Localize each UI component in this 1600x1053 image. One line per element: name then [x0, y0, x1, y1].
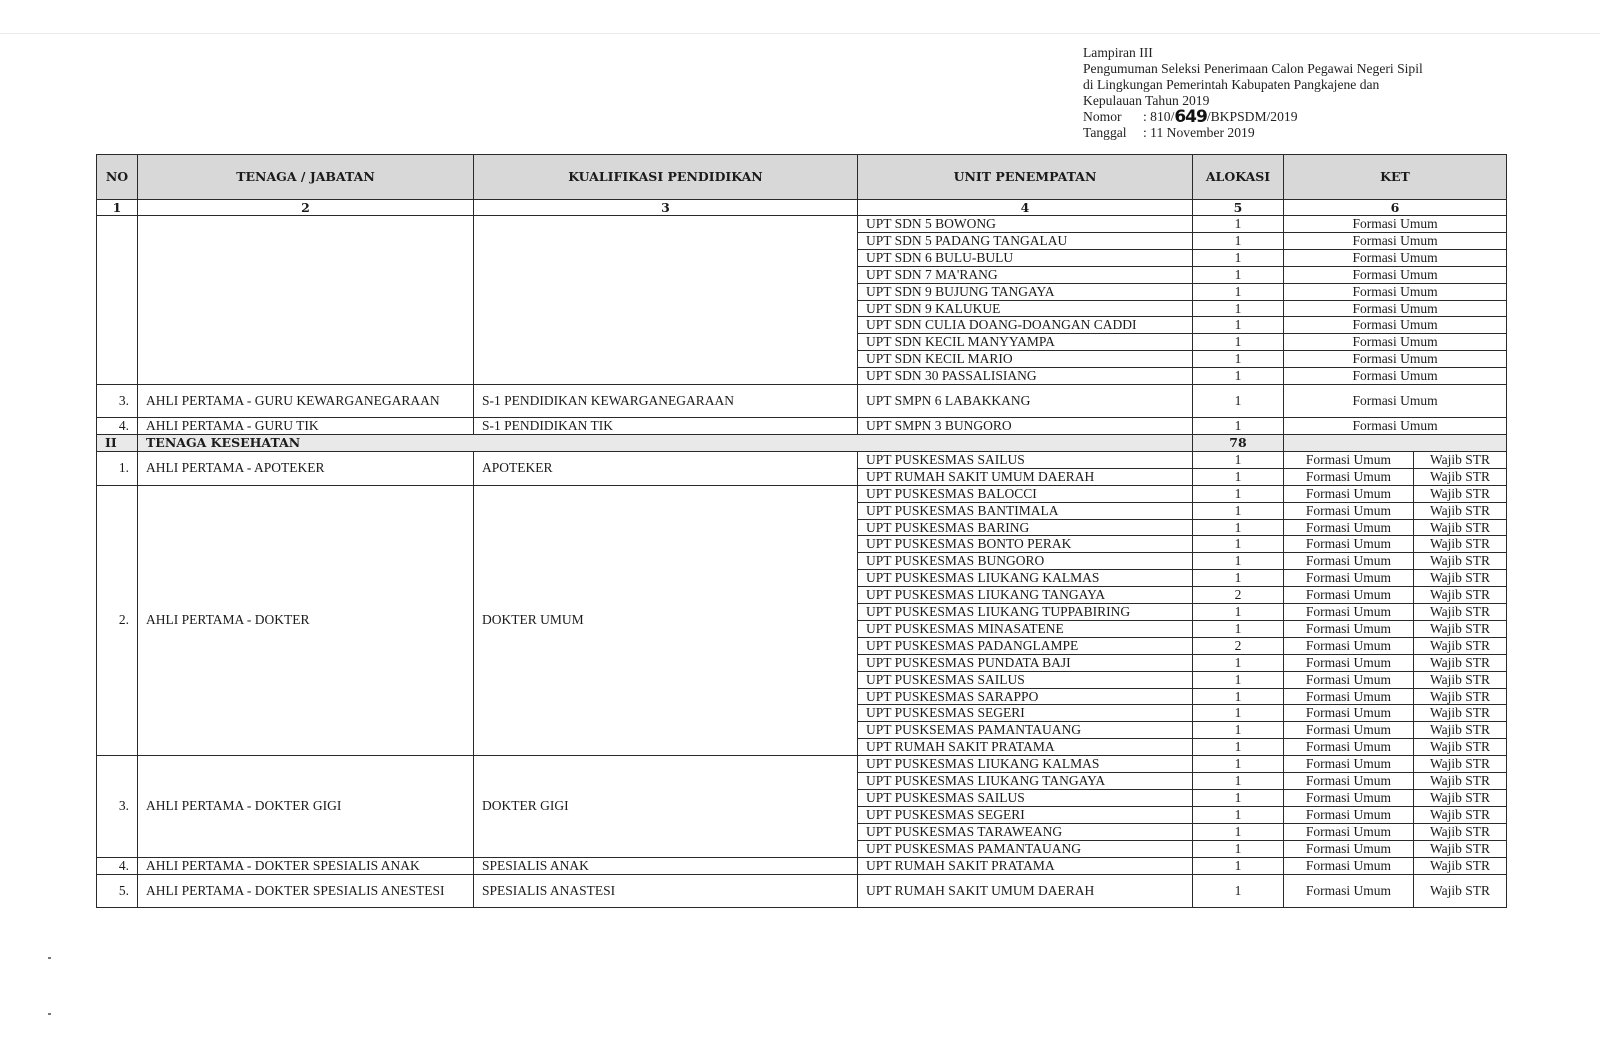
document-header	[1083, 45, 1523, 141]
alokasi-cell: 1	[1193, 756, 1284, 773]
unit-cell: UPT PUSKESMAS BONTO PERAK	[858, 536, 1193, 553]
unit-cell: UPT SDN 5 PADANG TANGALAU	[858, 232, 1193, 249]
unit-cell: UPT PUSKESMAS PADANGLAMPE	[858, 637, 1193, 654]
section-row	[97, 434, 1507, 451]
section-no: II	[97, 434, 138, 451]
unit-cell: UPT SDN 9 KALUKUE	[858, 300, 1193, 317]
note-cell: Wajib STR	[1414, 553, 1507, 570]
ket-cell: Formasi Umum	[1284, 637, 1414, 654]
unit-cell: UPT RUMAH SAKIT PRATAMA	[858, 739, 1193, 756]
alokasi-cell: 1	[1193, 249, 1284, 266]
jabatan-cell-empty	[138, 216, 474, 385]
nomor-label: Nomor	[1083, 109, 1122, 124]
unit-cell: UPT SDN KECIL MARIO	[858, 351, 1193, 368]
ket-cell: Formasi Umum	[1284, 671, 1414, 688]
ket-cell: Formasi Umum	[1284, 604, 1414, 621]
note-cell: Wajib STR	[1414, 637, 1507, 654]
alokasi-cell: 1	[1193, 502, 1284, 519]
unit-cell: UPT PUSKESMAS SAILUS	[858, 451, 1193, 468]
alokasi-cell: 1	[1193, 654, 1284, 671]
alokasi-cell: 2	[1193, 587, 1284, 604]
alokasi-cell: 1	[1193, 705, 1284, 722]
unit-cell: UPT PUSKESMAS PUNDATA BAJI	[858, 654, 1193, 671]
ket-cell: Formasi Umum	[1284, 519, 1414, 536]
alokasi-cell: 2	[1193, 637, 1284, 654]
ket-cell: Formasi Umum	[1284, 823, 1414, 840]
col-number: 4	[858, 200, 1193, 216]
no-cell-empty	[97, 216, 138, 385]
note-cell: Wajib STR	[1414, 874, 1507, 907]
col-header-kualifikasi: KUALIFIKASI PENDIDIKAN	[474, 155, 858, 200]
tanggal-value: : 11 November 2019	[1143, 125, 1255, 140]
ket-cell: Formasi Umum	[1284, 502, 1414, 519]
table-row	[97, 485, 1507, 502]
ket-cell: Formasi Umum	[1284, 773, 1414, 790]
note-cell: Wajib STR	[1414, 705, 1507, 722]
unit-cell: UPT PUSKESMAS BALOCCI	[858, 485, 1193, 502]
note-cell: Wajib STR	[1414, 536, 1507, 553]
unit-cell: UPT PUSKESMAS LIUKANG TANGAYA	[858, 773, 1193, 790]
ket-cell: Formasi Umum	[1284, 300, 1507, 317]
unit-cell: UPT PUSKESMAS SEGERI	[858, 705, 1193, 722]
unit-cell: UPT PUSKESMAS SARAPPO	[858, 688, 1193, 705]
unit-cell: UPT SDN 6 BULU-BULU	[858, 249, 1193, 266]
unit-cell: UPT RUMAH SAKIT UMUM DAERAH	[858, 468, 1193, 485]
alokasi-cell: 1	[1193, 232, 1284, 249]
unit-cell: UPT PUSKESMAS MINASATENE	[858, 620, 1193, 637]
note-cell: Wajib STR	[1414, 604, 1507, 621]
unit-cell: UPT PUSKESMAS TARAWEANG	[858, 823, 1193, 840]
unit-cell: UPT RUMAH SAKIT PRATAMA	[858, 857, 1193, 874]
col-number: 1	[97, 200, 138, 216]
alokasi-cell: 1	[1193, 266, 1284, 283]
header-title-line2: di Lingkungan Pemerintah Kabupaten Pangkajene dan	[1083, 77, 1380, 92]
alokasi-cell: 1	[1193, 300, 1284, 317]
ket-cell: Formasi Umum	[1284, 840, 1414, 857]
alokasi-cell: 1	[1193, 688, 1284, 705]
ket-cell: Formasi Umum	[1284, 620, 1414, 637]
ket-cell: Formasi Umum	[1284, 756, 1414, 773]
section-total: 78	[1193, 434, 1284, 451]
ket-cell: Formasi Umum	[1284, 806, 1414, 823]
ket-cell: Formasi Umum	[1284, 587, 1414, 604]
col-number: 5	[1193, 200, 1284, 216]
alokasi-cell: 1	[1193, 823, 1284, 840]
note-cell: Wajib STR	[1414, 502, 1507, 519]
alokasi-cell: 1	[1193, 570, 1284, 587]
alokasi-cell: 1	[1193, 451, 1284, 468]
alokasi-cell: 1	[1193, 351, 1284, 368]
ket-cell: Formasi Umum	[1284, 232, 1507, 249]
ket-cell: Formasi Umum	[1284, 317, 1507, 334]
column-number-row	[97, 200, 1507, 216]
kualifikasi-cell: SPESIALIS ANASTESI	[474, 874, 858, 907]
alokasi-cell: 1	[1193, 418, 1284, 435]
section-ket-empty	[1284, 434, 1507, 451]
col-header-alokasi: ALOKASI	[1193, 155, 1284, 200]
alokasi-cell: 1	[1193, 620, 1284, 637]
no-cell: 4.	[97, 418, 138, 435]
kualifikasi-cell: SPESIALIS ANAK	[474, 857, 858, 874]
scan-speck	[48, 1013, 51, 1015]
table-row	[97, 216, 1507, 233]
jabatan-cell: AHLI PERTAMA - APOTEKER	[138, 451, 474, 485]
nomor-prefix: : 810/	[1143, 109, 1175, 124]
no-cell: 1.	[97, 451, 138, 485]
ket-cell: Formasi Umum	[1284, 266, 1507, 283]
header-lampiran: Lampiran III	[1083, 45, 1153, 60]
header-title-line1: Pengumuman Seleksi Penerimaan Calon Pegawai Negeri Sipil	[1083, 61, 1423, 76]
ket-cell: Formasi Umum	[1284, 368, 1507, 385]
ket-cell: Formasi Umum	[1284, 790, 1414, 807]
col-header-no: NO	[97, 155, 138, 200]
alokasi-cell: 1	[1193, 553, 1284, 570]
note-cell: Wajib STR	[1414, 654, 1507, 671]
unit-cell: UPT PUSKESMAS LIUKANG TANGAYA	[858, 587, 1193, 604]
alokasi-cell: 1	[1193, 857, 1284, 874]
alokasi-cell: 1	[1193, 840, 1284, 857]
note-cell: Wajib STR	[1414, 519, 1507, 536]
kualifikasi-cell: APOTEKER	[474, 451, 858, 485]
alokasi-cell: 1	[1193, 671, 1284, 688]
tanggal-label: Tanggal	[1083, 125, 1127, 140]
note-cell: Wajib STR	[1414, 620, 1507, 637]
alokasi-cell: 1	[1193, 334, 1284, 351]
unit-cell: UPT SMPN 3 BUNGORO	[858, 418, 1193, 435]
note-cell: Wajib STR	[1414, 671, 1507, 688]
unit-cell: UPT PUSKESMAS LIUKANG KALMAS	[858, 570, 1193, 587]
note-cell: Wajib STR	[1414, 468, 1507, 485]
header-nomor	[1083, 109, 1523, 125]
col-number: 3	[474, 200, 858, 216]
alokasi-cell: 1	[1193, 216, 1284, 233]
kualifikasi-cell: DOKTER UMUM	[474, 485, 858, 756]
unit-cell: UPT PUSKESMAS PAMANTAUANG	[858, 840, 1193, 857]
alokasi-cell: 1	[1193, 317, 1284, 334]
kualifikasi-cell-empty	[474, 216, 858, 385]
ket-cell: Formasi Umum	[1284, 385, 1507, 418]
note-cell: Wajib STR	[1414, 570, 1507, 587]
kualifikasi-cell: S-1 PENDIDIKAN KEWARGANEGARAAN	[474, 385, 858, 418]
alokasi-cell: 1	[1193, 722, 1284, 739]
table-row	[97, 874, 1507, 907]
ket-cell: Formasi Umum	[1284, 468, 1414, 485]
ket-cell: Formasi Umum	[1284, 334, 1507, 351]
unit-cell: UPT PUSKESMAS LIUKANG KALMAS	[858, 756, 1193, 773]
no-cell: 4.	[97, 857, 138, 874]
col-header-unit: UNIT PENEMPATAN	[858, 155, 1193, 200]
unit-cell: UPT PUSKESMAS LIUKANG TUPPABIRING	[858, 604, 1193, 621]
nomor-suffix: /BKPSDM/2019	[1206, 109, 1298, 124]
table-row	[97, 385, 1507, 418]
jabatan-cell: AHLI PERTAMA - DOKTER GIGI	[138, 756, 474, 857]
unit-cell: UPT SDN CULIA DOANG-DOANGAN CADDI	[858, 317, 1193, 334]
kualifikasi-cell: DOKTER GIGI	[474, 756, 858, 857]
table-row	[97, 418, 1507, 435]
ket-cell: Formasi Umum	[1284, 216, 1507, 233]
unit-cell: UPT PUSKESMAS BUNGORO	[858, 553, 1193, 570]
note-cell: Wajib STR	[1414, 485, 1507, 502]
ket-cell: Formasi Umum	[1284, 283, 1507, 300]
note-cell: Wajib STR	[1414, 823, 1507, 840]
ket-cell: Formasi Umum	[1284, 874, 1414, 907]
unit-cell: UPT SDN 7 MA'RANG	[858, 266, 1193, 283]
jabatan-cell: AHLI PERTAMA - DOKTER SPESIALIS ANESTESI	[138, 874, 474, 907]
col-header-ket: KET	[1284, 155, 1507, 200]
scan-speck	[48, 957, 51, 959]
ket-cell: Formasi Umum	[1284, 570, 1414, 587]
jabatan-cell: AHLI PERTAMA - GURU TIK	[138, 418, 474, 435]
col-number: 6	[1284, 200, 1507, 216]
alokasi-cell: 1	[1193, 485, 1284, 502]
note-cell: Wajib STR	[1414, 857, 1507, 874]
ket-cell: Formasi Umum	[1284, 536, 1414, 553]
ket-cell: Formasi Umum	[1284, 553, 1414, 570]
ket-cell: Formasi Umum	[1284, 351, 1507, 368]
ket-cell: Formasi Umum	[1284, 654, 1414, 671]
alokasi-cell: 1	[1193, 283, 1284, 300]
formasi-table	[96, 154, 1507, 908]
ket-cell: Formasi Umum	[1284, 688, 1414, 705]
ket-cell: Formasi Umum	[1284, 705, 1414, 722]
unit-cell: UPT PUSKESMAS BANTIMALA	[858, 502, 1193, 519]
note-cell: Wajib STR	[1414, 688, 1507, 705]
table-row	[97, 756, 1507, 773]
kualifikasi-cell: S-1 PENDIDIKAN TIK	[474, 418, 858, 435]
alokasi-cell: 1	[1193, 874, 1284, 907]
unit-cell: UPT RUMAH SAKIT UMUM DAERAH	[858, 874, 1193, 907]
no-cell: 3.	[97, 756, 138, 857]
unit-cell: UPT PUSKESMAS BARING	[858, 519, 1193, 536]
alokasi-cell: 1	[1193, 536, 1284, 553]
ket-cell: Formasi Umum	[1284, 249, 1507, 266]
ket-cell: Formasi Umum	[1284, 451, 1414, 468]
alokasi-cell: 1	[1193, 773, 1284, 790]
note-cell: Wajib STR	[1414, 840, 1507, 857]
ket-cell: Formasi Umum	[1284, 857, 1414, 874]
note-cell: Wajib STR	[1414, 756, 1507, 773]
ket-cell: Formasi Umum	[1284, 722, 1414, 739]
unit-cell: UPT SMPN 6 LABAKKANG	[858, 385, 1193, 418]
ket-cell: Formasi Umum	[1284, 485, 1414, 502]
nomor-handwritten: 649	[1174, 107, 1207, 127]
jabatan-cell: AHLI PERTAMA - GURU KEWARGANEGARAAN	[138, 385, 474, 418]
no-cell: 2.	[97, 485, 138, 756]
unit-cell: UPT SDN 5 BOWONG	[858, 216, 1193, 233]
note-cell: Wajib STR	[1414, 790, 1507, 807]
alokasi-cell: 1	[1193, 368, 1284, 385]
alokasi-cell: 1	[1193, 604, 1284, 621]
alokasi-cell: 1	[1193, 739, 1284, 756]
ket-cell: Formasi Umum	[1284, 739, 1414, 756]
note-cell: Wajib STR	[1414, 722, 1507, 739]
section-title: TENAGA KESEHATAN	[138, 434, 1193, 451]
header-title-line3: Kepulauan Tahun 2019	[1083, 93, 1210, 108]
alokasi-cell: 1	[1193, 468, 1284, 485]
jabatan-cell: AHLI PERTAMA - DOKTER	[138, 485, 474, 756]
unit-cell: UPT PUSKESMAS SEGERI	[858, 806, 1193, 823]
note-cell: Wajib STR	[1414, 451, 1507, 468]
col-header-jabatan: TENAGA / JABATAN	[138, 155, 474, 200]
table-header-row	[97, 155, 1507, 200]
header-tanggal	[1083, 125, 1523, 141]
unit-cell: UPT PUSKESMAS SAILUS	[858, 790, 1193, 807]
ket-cell: Formasi Umum	[1284, 418, 1507, 435]
no-cell: 5.	[97, 874, 138, 907]
note-cell: Wajib STR	[1414, 739, 1507, 756]
alokasi-cell: 1	[1193, 790, 1284, 807]
unit-cell: UPT SDN 30 PASSALISIANG	[858, 368, 1193, 385]
unit-cell: UPT PUSKSEMAS PAMANTAUANG	[858, 722, 1193, 739]
col-number: 2	[138, 200, 474, 216]
unit-cell: UPT SDN KECIL MANYYAMPA	[858, 334, 1193, 351]
alokasi-cell: 1	[1193, 519, 1284, 536]
note-cell: Wajib STR	[1414, 806, 1507, 823]
no-cell: 3.	[97, 385, 138, 418]
unit-cell: UPT SDN 9 BUJUNG TANGAYA	[858, 283, 1193, 300]
table-row	[97, 857, 1507, 874]
table-row	[97, 451, 1507, 468]
note-cell: Wajib STR	[1414, 773, 1507, 790]
jabatan-cell: AHLI PERTAMA - DOKTER SPESIALIS ANAK	[138, 857, 474, 874]
unit-cell: UPT PUSKESMAS SAILUS	[858, 671, 1193, 688]
scan-edge-line	[0, 33, 1600, 34]
alokasi-cell: 1	[1193, 806, 1284, 823]
note-cell: Wajib STR	[1414, 587, 1507, 604]
alokasi-cell: 1	[1193, 385, 1284, 418]
